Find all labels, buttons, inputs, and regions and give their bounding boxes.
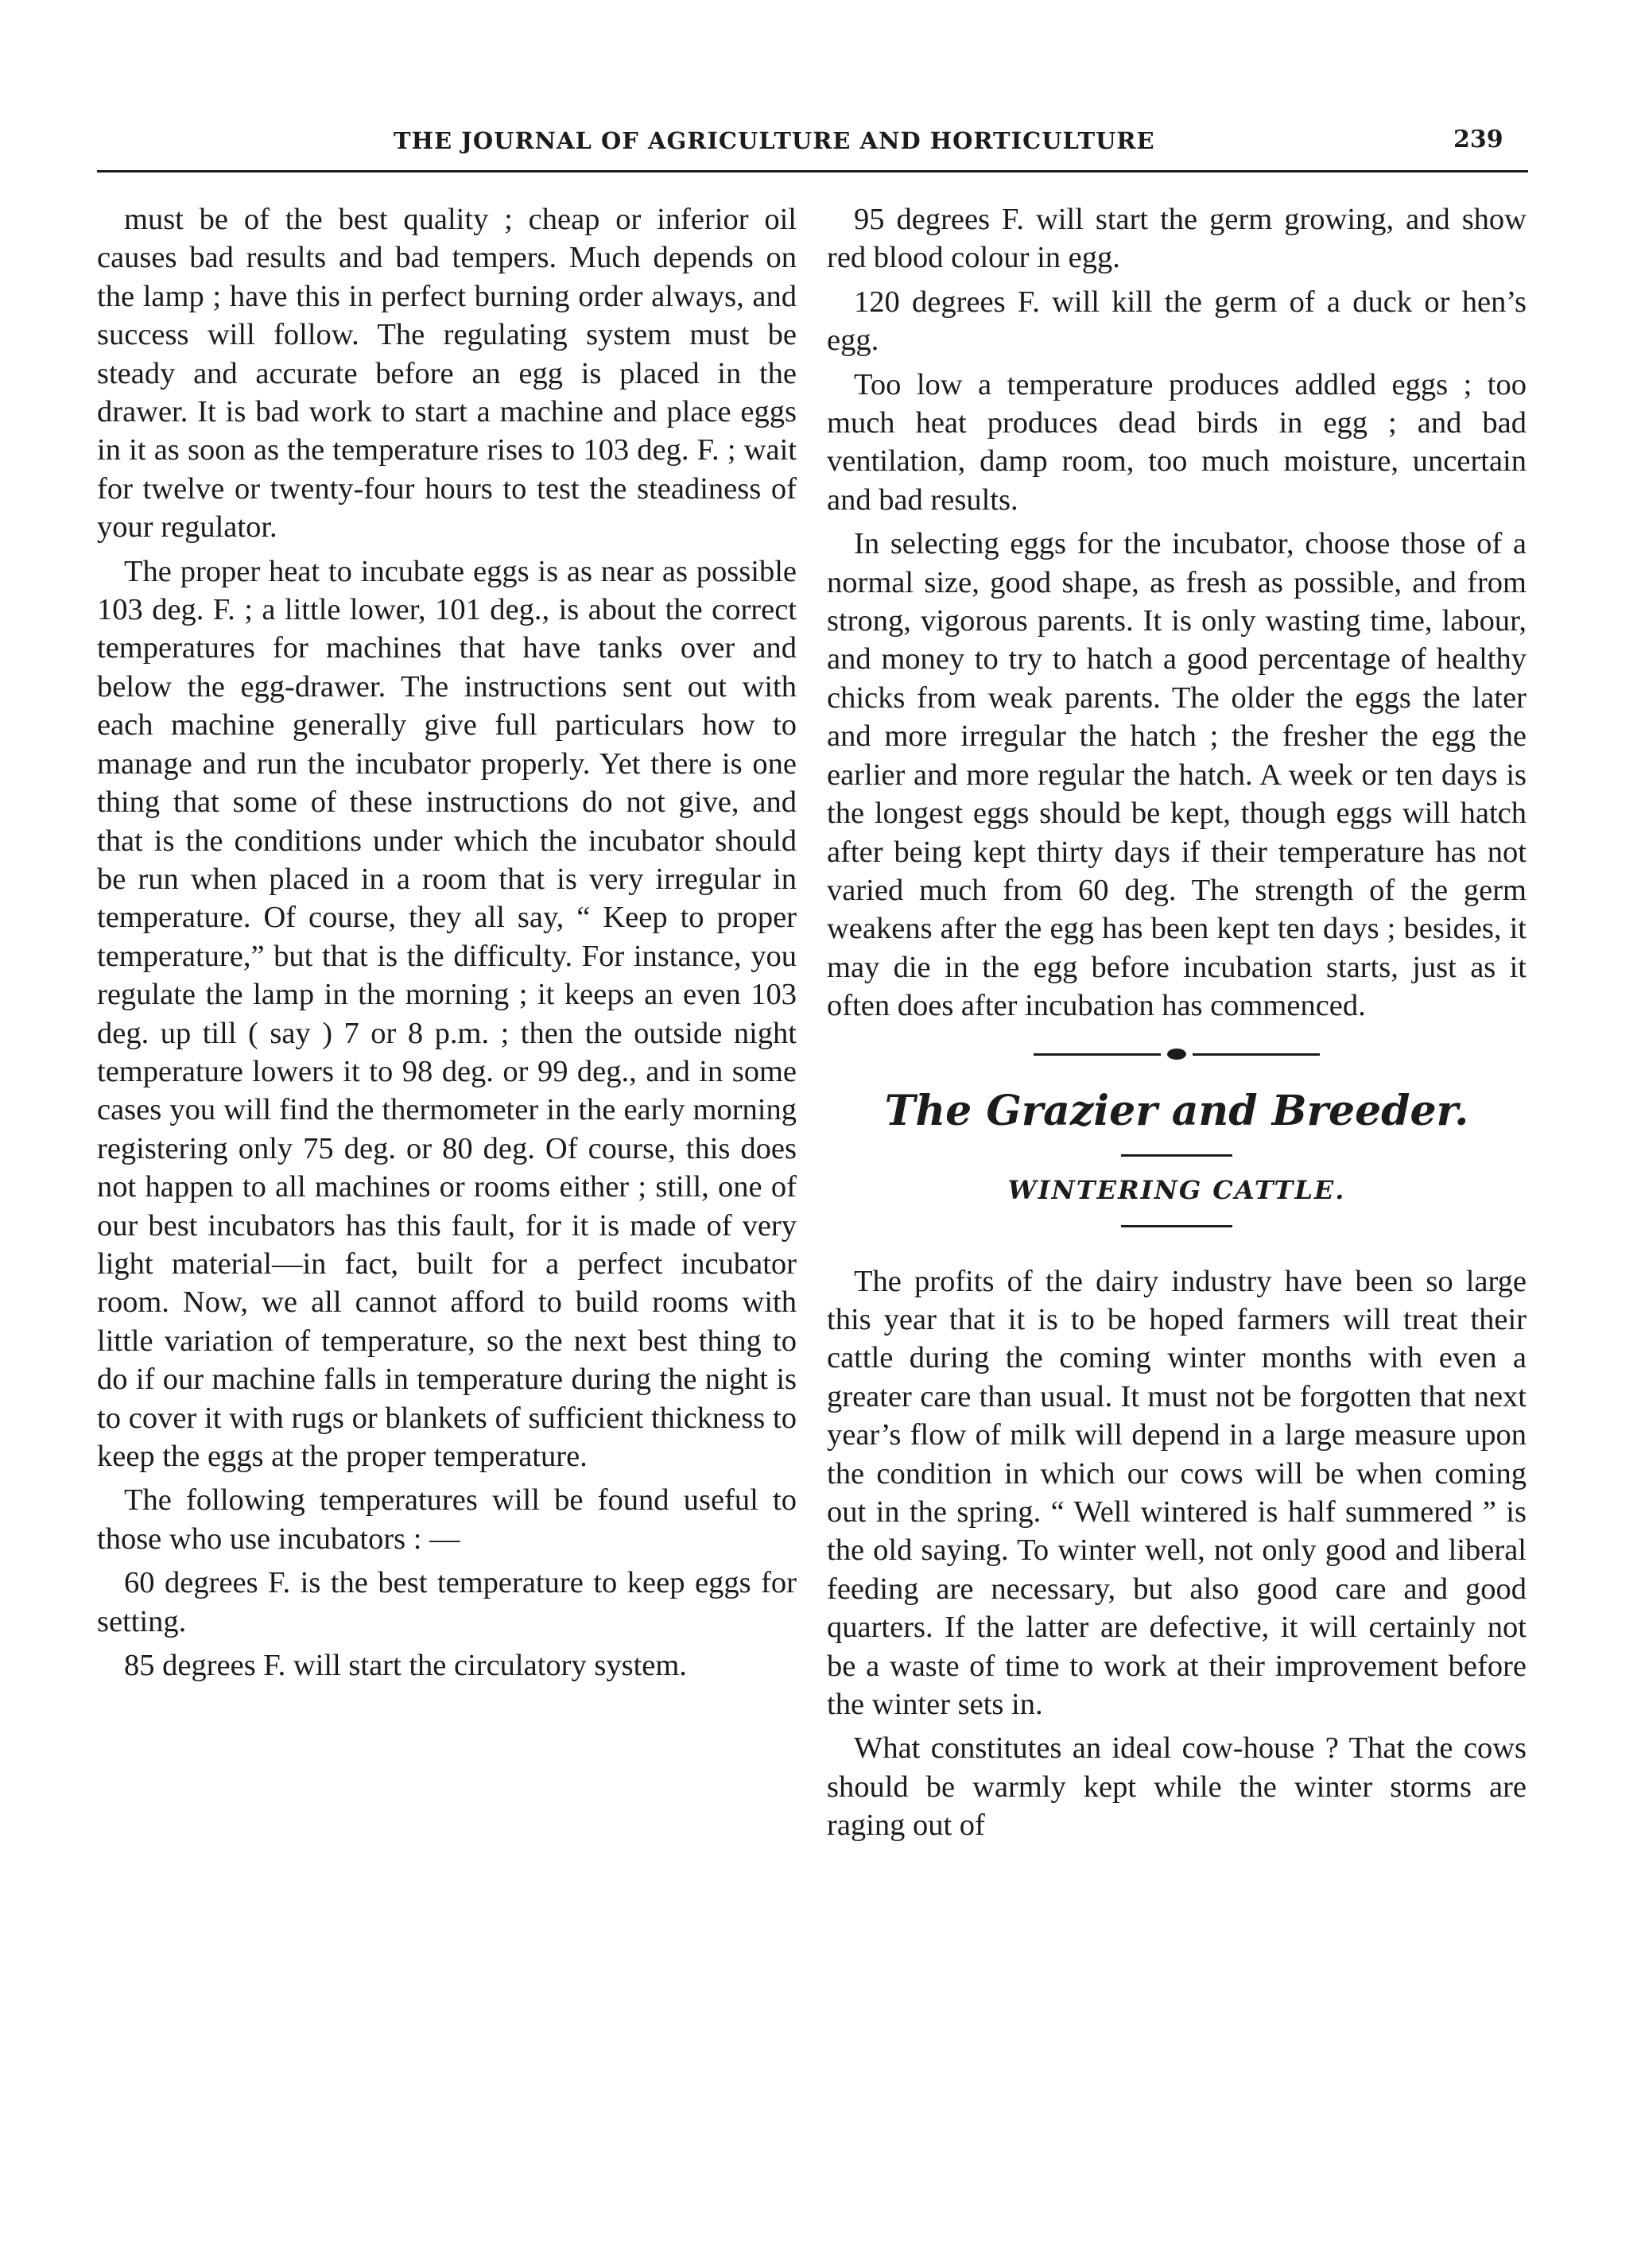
subsection-title: WINTERING CATTLE. [1007,1174,1346,1205]
ornament-center [1167,1049,1186,1060]
paragraph: The following temperatures will be found useful to those who use incubators : — [97,1483,797,1556]
page-number: 239 [1453,126,1503,153]
section-divider-ornament [1034,1046,1320,1062]
journal-title: THE JOURNAL OF AGRICULTURE AND HORTICULTURE [394,127,1155,154]
paragraph: The profits of the dairy industry have been so large this year that it is to be hoped farmers will treat their cattle during the coming winter months with even a greater care than usual. It must not be forgotten that next year’s flow of milk will depend in a large measure upon the condition in which our cows will be when coming out in the spring. “ Well wintered is half summered ” is the old saying. To winter well, not only good and liberal feeding are necessary, but also good care and good quarters. If the latter are defective, it will certainly not be a waste of time to work at their improvement before the winter sets in. [827,1264,1527,1721]
header-rule [97,170,1528,173]
paragraph: must be of the best quality ; cheap or inferior oil causes bad results and bad tempers. Much depends on the lamp ; have this in perfect burning order always, and success will follow. The regulating system must be steady and accurate before an egg is placed in the drawer. It is bad work to start a machine and place eggs in it as soon as the temperature rises to 103 deg. F. ; wait for twelve or twenty-four hours to test the steadiness of your regulator. [97,203,797,545]
paragraph: The proper heat to incubate eggs is as near as possible 103 deg. F. ; a little lower, 101 deg., is about the correct temperatures for machines that have tanks over and below the egg-drawer. The instructions sent out with each machine generally give full particulars how to manage and run the incubator properly. Yet there is one thing that some of these instructions do not give, and that is the conditions under which the incubator should be run when placed in a room that is very irregular in temperature. Of course, they all say, “ Keep to proper temperature,” but that is the difficulty. For instance, you regulate the lamp in the morning ; it keeps an even 103 deg. up till ( say ) 7 or 8 p.m. ; then the outside night temperature lowers it to 98 deg. or 99 deg., and in some cases you will find the thermometer in the early morning registering only 75 deg. or 80 deg. Of course, this does not happen to all machines or rooms either ; still, one of our best incubators has this fault, for it is made of very light material—in fact, built for a perfect incubator room. Now, we all cannot afford to build rooms with little variation of temperature, so the next best thing to do if our machine falls in temperature during the night is to cover it with rugs or blankets of sufficient thickness to keep the eggs at the proper temperature. [97,554,797,1473]
right-column [827,200,1527,1851]
paragraph: 95 degrees F. will start the germ growing, and show red blood colour in egg. [827,203,1527,275]
paragraph: In selecting eggs for the incubator, choose those of a normal size, good shape, as fresh as possible, and from strong, vigorous parents. It is only wasting time, labour, and money to try to hatch a good percentage of healthy chicks from weak parents. The older the eggs the later and more irregular the hatch ; the fresher the egg the earlier and more regular the hatch. A week or ten days is the longest eggs should be kept, though eggs will hatch after being kept thirty days if their temperature has not varied much from 60 deg. The strength of the germ weakens after the egg has been kept ten days ; besides, it may die in the egg before incubation starts, just as it often does after incubation has commenced. [827,527,1527,1023]
title-rule [1121,1154,1232,1157]
paragraph: 85 degrees F. will start the circulatory system. [124,1649,687,1683]
ornament-line-left [1034,1053,1161,1056]
left-column [97,200,797,1690]
section-title: The Grazier and Breeder. [884,1086,1469,1135]
ornament-line-right [1193,1053,1320,1056]
paragraph: Too low a temperature produces addled eggs ; too much heat produces dead birds in egg ; and bad ventilation, damp room, too much moisture, uncertain and bad results. [827,367,1527,517]
paragraph: What constitutes an ideal cow-house ? That the cows should be warmly kept while the winter storms are raging out of [827,1731,1527,1843]
paragraph: 120 degrees F. will kill the germ of a duck or hen’s egg. [827,285,1527,358]
paragraph: 60 degrees F. is the best temperature to keep eggs for setting. [97,1566,797,1638]
